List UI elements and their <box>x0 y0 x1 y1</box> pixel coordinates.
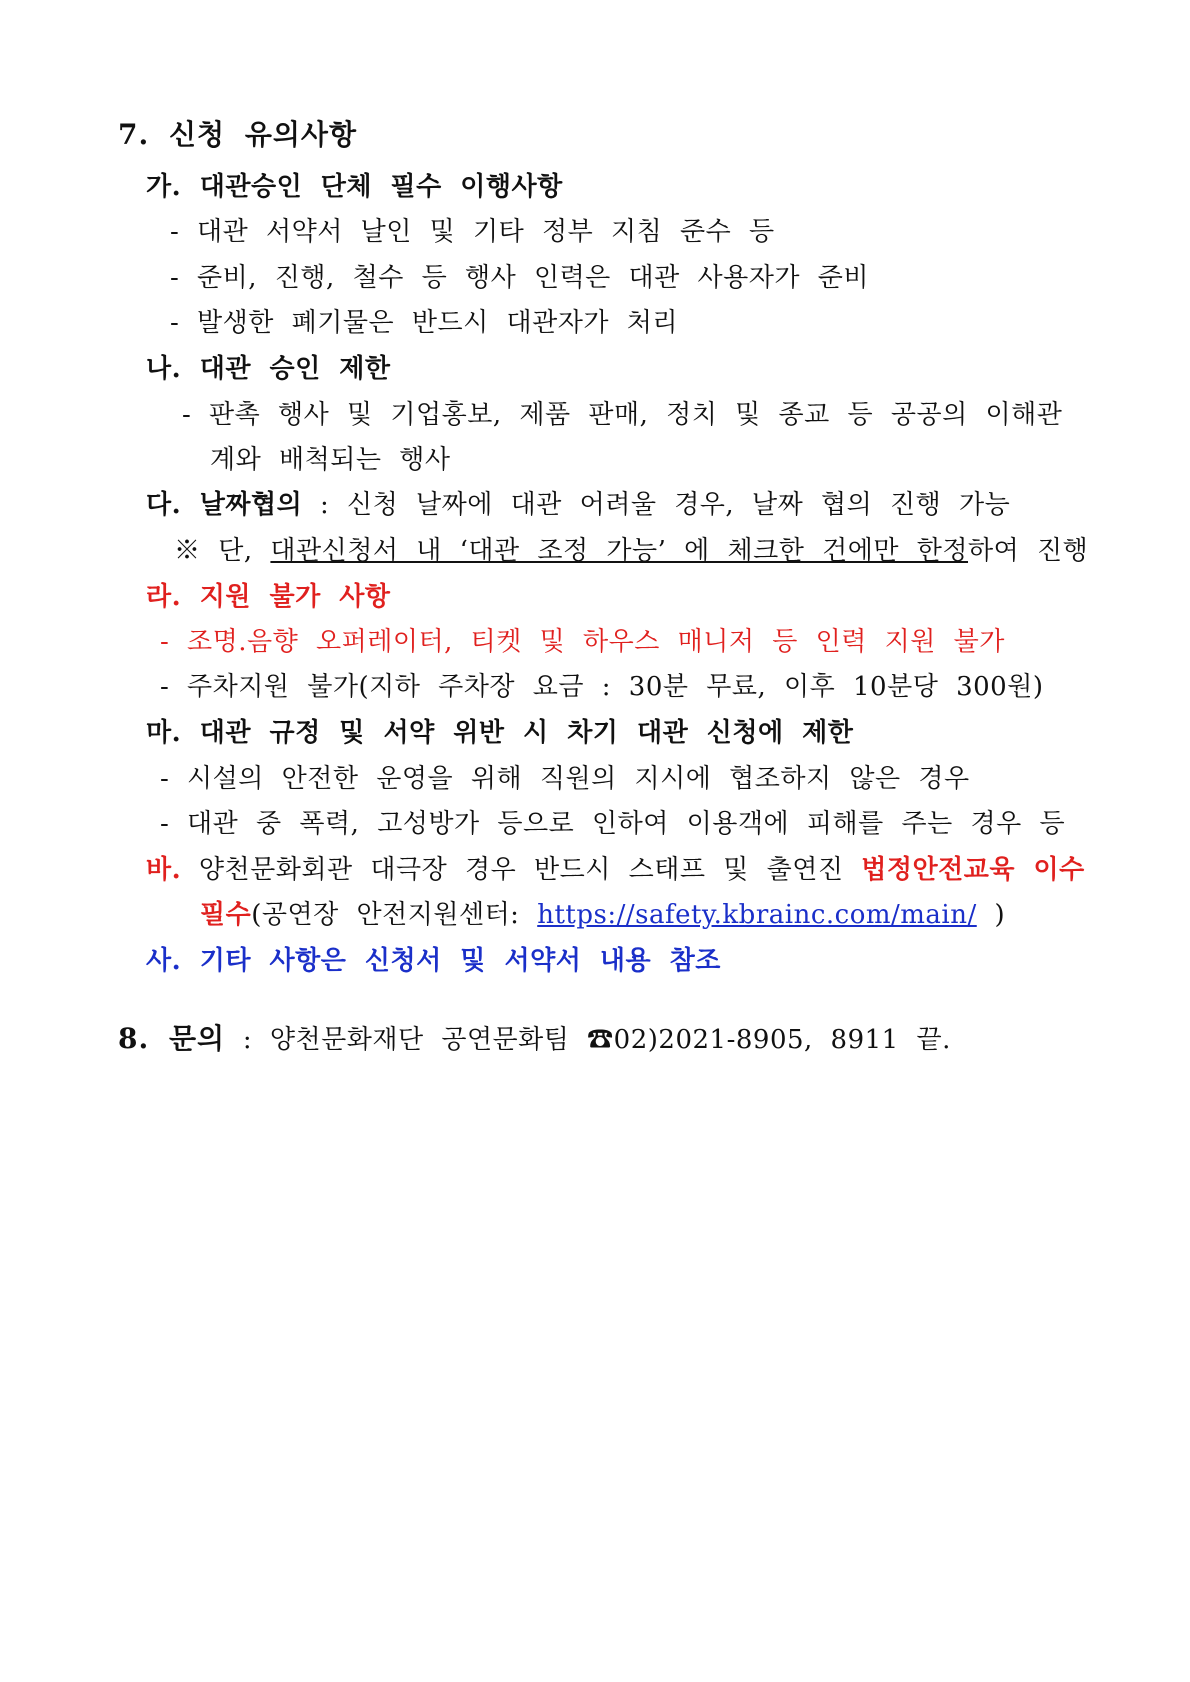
ba-paren-close: ) <box>976 900 1006 930</box>
ba-text: 양천문화회관 대극장 경우 반드시 스태프 및 출연진 <box>181 855 862 885</box>
ra-item-red: - 조명.음향 오퍼레이터, 티켓 및 하우스 매니저 등 인력 지원 불가 <box>160 627 1005 657</box>
ba-emphasis-1: 법정안전교육 이수 <box>861 855 1085 885</box>
ba-paren-open: (공연장 안전지원센터: <box>251 900 538 930</box>
subsection-ba-line-2 <box>200 898 1005 932</box>
subsection-ba-line-1 <box>146 853 1085 887</box>
ga-item-3: - 발생한 폐기물은 반드시 대관자가 처리 <box>170 308 678 338</box>
subsection-ga-title: 가. 대관승인 단체 필수 이행사항 <box>146 172 563 202</box>
subsection-na-title: 나. 대관 승인 제한 <box>146 354 391 384</box>
section-8-label: 8. 문의 <box>118 1022 226 1055</box>
subsection-sa-title: 사. 기타 사항은 신청서 및 서약서 내용 참조 <box>146 946 721 976</box>
ga-item-2: - 준비, 진행, 철수 등 행사 인력은 대관 사용자가 준비 <box>170 263 870 293</box>
da-note-underlined: 대관신청서 내 ‘대관 조정 가능’ 에 체크한 건에만 한정 <box>270 536 969 566</box>
da-note-suffix: 하여 진행 <box>968 536 1089 566</box>
section-8-text: : 양천문화재단 공연문화팀 ☎02)2021-8905, 8911 끝. <box>225 1025 951 1055</box>
na-item-line-2: 계와 배척되는 행사 <box>210 445 451 475</box>
subsection-da <box>146 488 1010 522</box>
section-7-title: 7. 신청 유의사항 <box>118 118 358 151</box>
na-item-line-1: - 판촉 행사 및 기업홍보, 제품 판매, 정치 및 종교 등 공공의 이해관 <box>182 400 1063 430</box>
da-note-prefix: ※ 단, <box>174 536 271 566</box>
da-note <box>174 534 1088 568</box>
ba-label: 바. <box>146 855 182 885</box>
ma-item-1: - 시설의 안전한 운영을 위해 직원의 지시에 협조하지 않은 경우 <box>160 764 970 794</box>
safety-center-link[interactable]: https://safety.kbrainc.com/main/ <box>537 900 977 930</box>
da-label: 다. 날짜협의 <box>146 490 303 520</box>
section-8 <box>118 1022 951 1057</box>
subsection-ra-title: 라. 지원 불가 사항 <box>146 582 391 612</box>
ma-item-2: - 대관 중 폭력, 고성방가 등으로 인하여 이용객에 피해를 주는 경우 등 <box>160 809 1066 839</box>
da-text: : 신청 날짜에 대관 어려울 경우, 날짜 협의 진행 가능 <box>302 490 1011 520</box>
ra-item: - 주차지원 불가(지하 주차장 요금 : 30분 무료, 이후 10분당 300원) <box>160 672 1044 702</box>
ga-item-1: - 대관 서약서 날인 및 기타 정부 지침 준수 등 <box>170 217 775 247</box>
ba-emphasis-2: 필수 <box>200 900 252 930</box>
subsection-ma-title: 마. 대관 규정 및 서약 위반 시 차기 대관 신청에 제한 <box>146 718 854 748</box>
